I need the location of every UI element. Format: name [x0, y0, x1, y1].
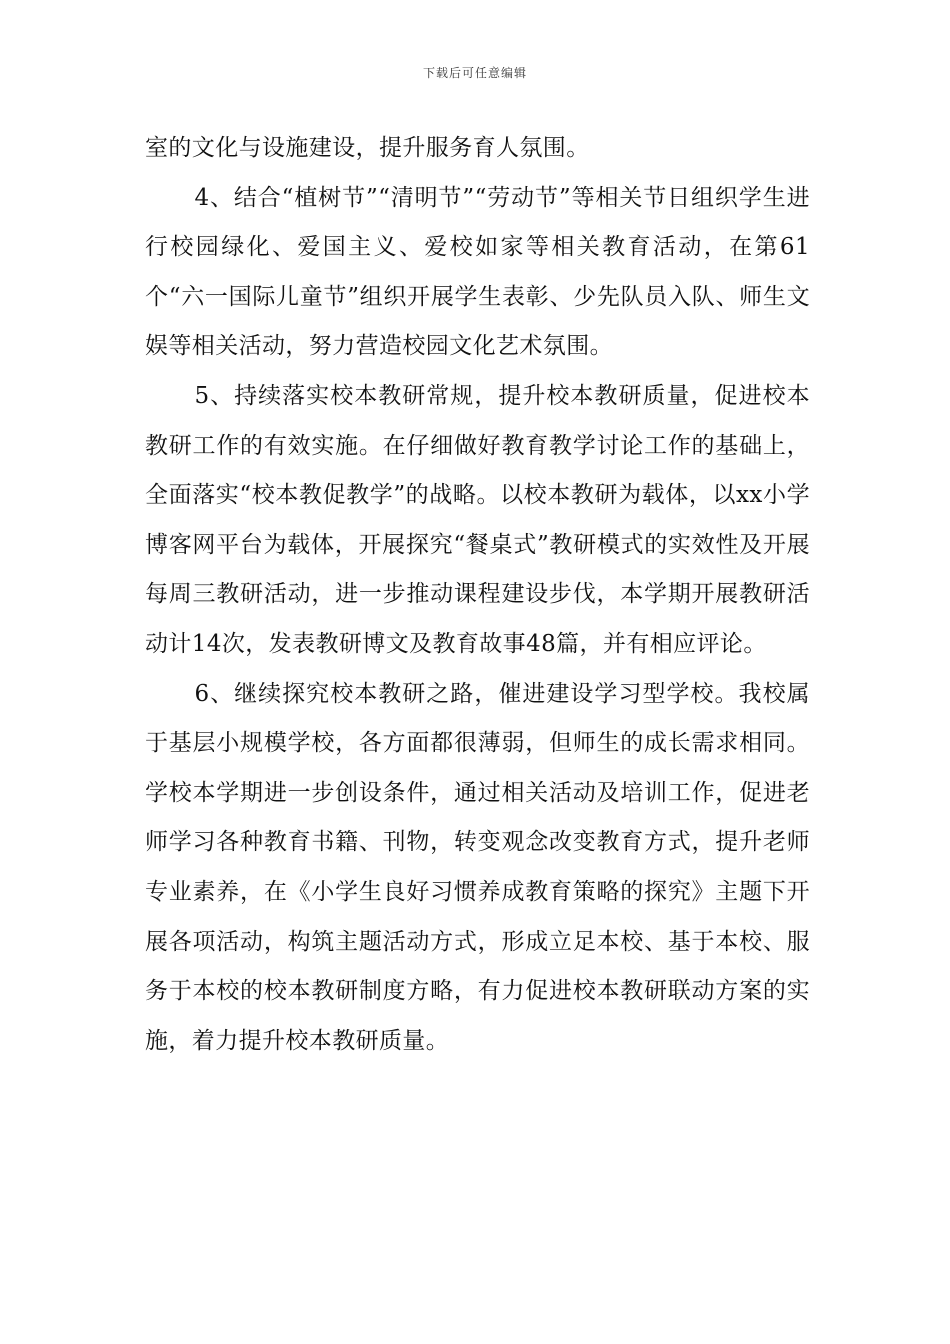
paragraph-item-5: 5、持续落实校本教研常规，提升校本教研质量，促进校本教研工作的有效实施。在仔细做好教育教学讨论工作的基础上，全面落实“校本教促教学”的战略。以校本教研为载体，以xx小学博客网平台为载体，开展探究“餐桌式”教研模式的实效性及开展每周三教研活动，进一步推动课程建设步伐，本学期开展教研活动计14次，发表教研博文及教育故事48篇，并有相应评论。 — [145, 382, 810, 657]
paragraph-item-6: 6、继续探究校本教研之路，催进建设学习型学校。我校属于基层小规模学校，各方面都很薄弱，但师生的成长需求相同。学校本学期进一步创设条件，通过相关活动及培训工作，促进老师学习各种教育书籍、刊物，转变观念改变教育方式，提升老师专业素养，在《小学生良好习惯养成教育策略的探究》主题下开展各项活动，构筑主题活动方式，形成立足本校、基于本校、服务于本校的校本教研制度方略，有力促进校本教研联动方案的实施，着力提升校本教研质量。 — [145, 680, 810, 1054]
document-body — [145, 124, 810, 1066]
page-header: 下载后可任意编辑 — [422, 66, 527, 80]
paragraph-continuation: 室的文化与设施建设，提升服务育人氛围。 — [145, 135, 590, 161]
paragraph-item-4: 4、结合“植树节”“清明节”“劳动节”等相关节日组织学生进行校园绿化、爱国主义、爱校如家等相关教育活动，在第61个“六一国际儿童节”组织开展学生表彰、少先队员入队、师生文娱等相关活动，努力营造校园文化艺术氛围。 — [145, 184, 810, 360]
